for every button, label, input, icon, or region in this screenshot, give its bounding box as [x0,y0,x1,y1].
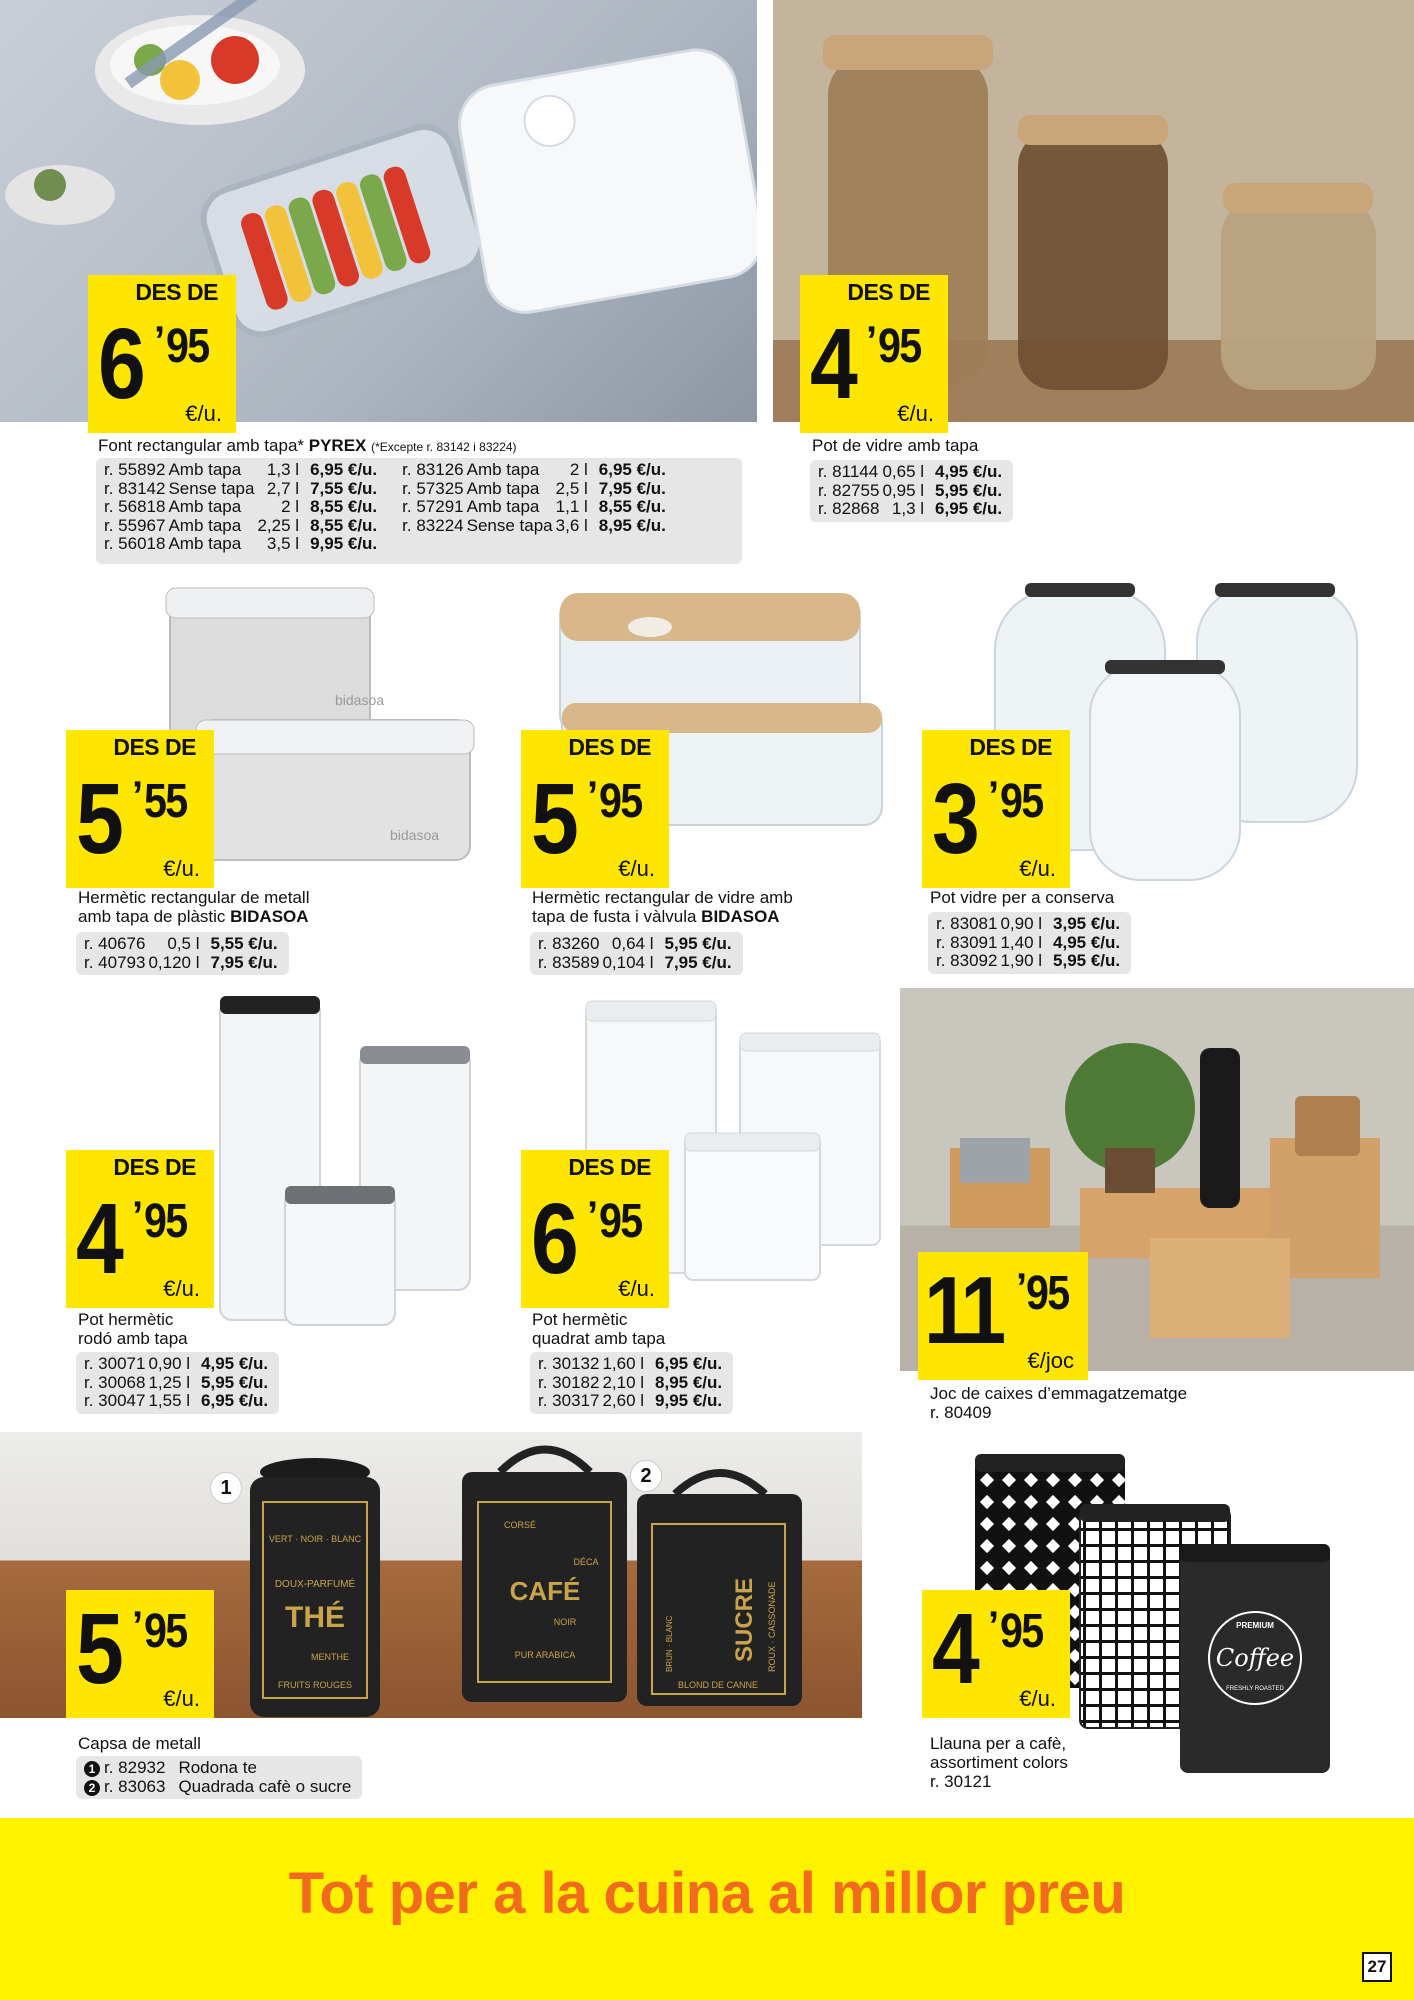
ref-cell: 6,95 €/u. [310,460,378,479]
price-decimal: 95 [1026,1267,1069,1320]
hermetic-vidre-title [532,888,793,926]
ref-cell: 5,55 €/u. [210,934,278,953]
tin-sucre-label: SUCRE [731,1577,758,1662]
title-line-2: quadrat amb tapa [532,1329,666,1348]
ref-cell: 9,95 €/u. [655,1391,723,1410]
pyrex-name: Font rectangular amb tapa* [98,436,309,455]
price-unit: €/joc [1027,1348,1074,1373]
ref-number: r. 80409 [930,1403,992,1422]
price-unit: €/u. [1019,1686,1056,1711]
ref-cell: r. 82868 [818,499,880,518]
tin-the-bot2: FRUITS ROUGES [277,1680,353,1690]
ref-cell: r. 83126 [402,460,464,479]
ref-row [936,915,1123,934]
hermetic-vidre-price-tag [521,734,669,888]
title-line-1: Llauna per a cafè, [930,1734,1067,1753]
ref-cell: r. 56018 [104,534,166,553]
ref-row [104,461,380,480]
caixes-title [930,1384,1187,1422]
des-de-label: DES DE [800,275,948,309]
ref-cell: 0,90 l [1000,914,1043,933]
pot-rodo-photo [200,990,500,1340]
price-integer: 6 [98,308,143,420]
ref-cell: r. 30132 [538,1354,600,1373]
ref-cell: 1,40 l [1000,932,1043,952]
des-de-label: DES DE [66,1150,214,1184]
ref-cell: 5,95 €/u. [935,480,1003,500]
ref-cell: 6,95 €/u. [598,460,666,479]
price-decimal: 95 [1000,775,1043,828]
price-apostrophe: ’ [1016,1266,1028,1310]
ref-cell: Amb tapa [168,460,242,479]
price-apostrophe: ’ [988,774,1000,818]
ref-cell: Amb tapa [168,515,242,535]
number-badge: 2 [84,1780,100,1796]
ref-cell: Amb tapa [168,534,242,553]
ref-cell: 2 l [281,497,300,516]
tin-sucre-left: BRUN · BLANC [665,1615,674,1672]
ref-cell: 1,1 l [555,497,588,516]
ref-cell: r. 55892 [104,460,166,479]
ref-row [84,1374,271,1393]
price-integer: 5 [76,1593,121,1705]
ref-row [84,954,281,973]
price-decimal: 95 [1000,1605,1043,1658]
pot-vidre-ref-table [810,460,1013,522]
price-unit: €/u. [618,1276,655,1301]
ref-cell: 4,95 €/u. [935,462,1003,481]
hermetic-metall-title [78,888,309,926]
number-badge: 1 [84,1761,100,1777]
ref-cell: 2,25 l [257,515,300,535]
ref-cell: r. 30068 [84,1372,146,1392]
tin-sucre-bot: BLOND DE CANNE [677,1680,759,1690]
price-integer: 3 [932,763,977,875]
ref-cell: 8,55 €/u. [310,497,378,516]
pyrex-title [98,436,517,457]
ref-cell: 6,95 €/u. [201,1391,269,1410]
ref-cell: 6,95 €/u. [655,1354,723,1373]
price-apostrophe: ’ [154,319,166,363]
title-line-1: Joc de caixes d’emmagatzematge [930,1384,1188,1403]
coffee-premium-text: PREMIUM [1236,1621,1274,1630]
price-integer: 4 [76,1183,121,1295]
des-de-label: DES DE [88,275,236,309]
ref-cell: r. 83092 [936,951,998,970]
ref-cell: r. 30182 [538,1372,600,1392]
pyrex-price-tag [88,279,236,433]
ref-cell: r. 30047 [84,1391,146,1410]
hermetic-vidre-ref-table [530,932,743,975]
ref-cell: 0,90 l [148,1354,191,1373]
caixes-price-tag [918,1252,1088,1380]
ref-cell: r. 83224 [402,515,464,535]
price-unit: €/u. [185,401,222,426]
ref-cell: r. 83260 [538,934,600,953]
price-unit: €/u. [897,401,934,426]
capsa-metall-price-tag [66,1590,214,1718]
ref-cell: r. 30071 [84,1354,146,1373]
pot-quadrat-ref-table [530,1352,733,1414]
ref-cell: 1,25 l [148,1372,191,1392]
hermetic-metall-ref-table [76,932,289,975]
pot-conserva-title: Pot vidre per a conserva [930,888,1115,907]
des-de-label: DES DE [521,1150,669,1184]
ref-cell: 0,120 l [148,952,200,972]
ref-cell: 7,95 €/u. [598,478,666,498]
ref-cell: 4,95 €/u. [201,1354,269,1373]
price-decimal: 95 [599,775,642,828]
ref-cell: 1,60 l [602,1354,645,1373]
ref-cell: Amb tapa [466,478,540,498]
tin-cafe-noir: NOIR [553,1617,577,1627]
ref-cell: 9,95 €/u. [310,534,378,553]
price-integer: 6 [531,1183,576,1295]
ref-cell: Rodona te [178,1758,257,1777]
capsa-metall-title: Capsa de metall [78,1734,201,1753]
des-de-label: DES DE [66,730,214,764]
ref-row [402,498,669,517]
round-jars-illustration [200,990,500,1340]
ref-cell: Sense tapa [168,478,255,498]
capsa-badge-2: 2 [630,1460,662,1492]
ref-cell: 0,95 l [882,480,925,500]
price-unit: €/u. [1019,856,1056,881]
ref-row [402,461,669,480]
price-apostrophe: ’ [587,1194,599,1238]
ref-cell: r. 40676 [84,934,146,953]
tin-cafe-label: CAFÉ [509,1576,581,1606]
ref-cell: 5,95 €/u. [664,934,732,953]
ref-cell: 8,55 €/u. [598,497,666,516]
ref-cell: 6,95 €/u. [935,499,1003,518]
ref-cell: r. 82755 [818,480,880,500]
ref-row [104,498,380,517]
pot-conserva-ref-table [928,912,1131,974]
ref-cell: r. 83142 [104,478,166,498]
ref-cell: r. 55967 [104,515,166,535]
des-de-label: DES DE [521,730,669,764]
price-integer: 5 [76,763,121,875]
ref-cell: 0,104 l [602,952,654,972]
price-decimal: 95 [144,1195,187,1248]
capsa-metall-ref-table [76,1756,362,1799]
ref-row [818,482,1005,501]
capsa-badge-1: 1 [210,1472,242,1504]
ref-cell: 0,5 l [167,934,200,953]
pyrex-ref-table [96,458,742,564]
coffee-word: Coffee [1215,1644,1295,1672]
ref-row [538,1374,725,1393]
tin-sucre-side: ROUX · CASSONADE [767,1581,777,1672]
pot-quadrat-title [532,1310,665,1348]
footer-slogan: Tot per a la cuina al millor preu [288,1861,1126,1926]
price-decimal: 55 [144,775,187,828]
lid-brand-1: bidasoa [335,692,385,708]
ref-cell: Amb tapa [466,497,540,516]
title-line-1: Hermètic rectangular de vidre amb [532,888,793,907]
ref-cell: 7,95 €/u. [664,952,732,972]
ref-row [84,935,281,954]
ref-row [84,1778,354,1797]
price-apostrophe: ’ [132,1194,144,1238]
ref-row [538,1355,725,1374]
ref-cell: r. 56818 [104,497,166,516]
ref-row [104,480,380,499]
ref-cell: 1,55 l [148,1391,191,1410]
tin-the-bot1: MENTHE [311,1652,349,1662]
title-line-2: rodó amb tapa [78,1329,188,1348]
ref-number: r. 82932 [104,1758,166,1777]
tin-the-label: THÉ [285,1601,345,1634]
ref-cell: Sense tapa [466,515,553,535]
ref-row [538,1392,725,1411]
title-line-1: Pot hermètic [78,1310,174,1329]
price-integer: 5 [531,763,576,875]
price-integer: 4 [810,308,855,420]
ref-cell: r. 83091 [936,932,998,952]
pot-quadrat-price-tag [521,1154,669,1308]
ref-cell: 5,95 €/u. [201,1372,269,1392]
ref-cell: 3,6 l [555,515,588,535]
pot-rodo-ref-table [76,1352,279,1414]
price-unit: €/u. [618,856,655,881]
ref-cell: 2,5 l [555,478,588,498]
ref-cell: 8,95 €/u. [655,1372,723,1392]
ref-row [818,463,1005,482]
pyrex-brand: PYREX [308,436,367,455]
price-apostrophe: ’ [132,774,144,818]
lid-brand-2: bidasoa [390,827,440,843]
ref-cell: r. 83589 [538,952,600,972]
ref-cell: 2,60 l [602,1391,645,1410]
ref-cell: r. 81144 [818,462,879,481]
ref-cell [84,1778,168,1797]
pyrex-note: (*Excepte r. 83142 i 83224) [371,440,517,454]
pot-conserva-price-tag [922,734,1070,888]
hermetic-metall-price-tag [66,734,214,888]
price-unit: €/u. [163,1686,200,1711]
price-unit: €/u. [163,856,200,881]
ref-row [818,500,1005,519]
ref-cell: r. 57291 [402,497,464,516]
ref-cell: 8,95 €/u. [598,515,666,535]
ref-number: r. 83063 [104,1776,166,1796]
ref-cell: 8,55 €/u. [310,515,378,535]
price-integer: 11 [924,1257,1001,1364]
price-decimal: 95 [166,320,209,373]
ref-cell: 1,90 l [1000,951,1043,970]
price-apostrophe: ’ [866,319,878,363]
tin-cafe-bot: PUR ARABICA [514,1650,576,1660]
pot-rodo-price-tag [66,1154,214,1308]
tin-cafe-top: CORSÉ [503,1520,537,1530]
ref-row [104,535,380,554]
tin-cafe-deca: DÉCA [573,1557,599,1567]
ref-cell: Amb tapa [168,497,242,516]
ref-row [538,935,735,954]
title-line-2: assortiment colors [930,1753,1068,1772]
price-decimal: 95 [878,320,921,373]
ref-cell: 5,95 €/u. [1053,951,1121,970]
pot-vidre-title: Pot de vidre amb tapa [812,436,979,455]
ref-cell: 7,95 €/u. [210,952,278,972]
llauna-title [930,1734,1068,1791]
ref-row [84,1392,271,1411]
ref-row [402,517,669,536]
ref-row [538,954,735,973]
ref-row [84,1759,354,1778]
price-decimal: 95 [599,1195,642,1248]
ref-cell: 4,95 €/u. [1053,932,1121,952]
title-line-1: Pot hermètic [532,1310,628,1329]
pot-rodo-title [78,1310,188,1348]
ref-cell: Quadrada cafè o sucre [178,1776,352,1796]
page-number: 27 [1362,1952,1392,1982]
ref-cell: 2,7 l [266,478,300,498]
ref-row [84,1355,271,1374]
price-unit: €/u. [163,1276,200,1301]
ref-cell: r. 40793 [84,952,146,972]
ref-cell: 1,3 l [266,460,300,479]
ref-row [104,517,380,536]
title-line-2: tapa de fusta i vàlvula BIDASOA [532,907,780,926]
ref-row [402,480,669,499]
coffee-bottom-text: FRESHLY ROASTED [1226,1686,1284,1692]
price-apostrophe: ’ [988,1604,1000,1648]
ref-row [936,952,1123,971]
price-apostrophe: ’ [132,1604,144,1648]
ref-row [936,934,1123,953]
llauna-price-tag [922,1590,1070,1718]
des-de-label: DES DE [922,730,1070,764]
ref-cell: Amb tapa [466,460,540,479]
ref-cell: 0,65 l [882,462,925,481]
ref-cell: 2,10 l [602,1372,645,1392]
title-line-1: Hermètic rectangular de metall [78,888,310,907]
tin-the-top: VERT · NOIR · BLANC [268,1534,362,1544]
price-apostrophe: ’ [587,774,599,818]
ref-number: r. 30121 [930,1772,992,1791]
ref-cell: 1,3 l [891,499,925,518]
ref-cell: 2 l [569,460,588,479]
ref-cell: r. 57325 [402,478,464,498]
ref-cell [84,1759,168,1778]
price-integer: 4 [932,1593,977,1705]
ref-cell: 0,64 l [611,934,654,953]
tin-the-mid: DOUX-PARFUMÉ [274,1579,356,1590]
ref-cell: 3,95 €/u. [1053,914,1121,933]
ref-cell: r. 83081 [936,914,998,933]
title-line-2: amb tapa de plàstic BIDASOA [78,907,309,926]
ref-cell: 7,55 €/u. [310,478,378,498]
price-decimal: 95 [144,1605,187,1658]
ref-cell: r. 30317 [538,1391,600,1410]
pot-vidre-price-tag [800,279,948,433]
ref-cell: 3,5 l [266,534,300,553]
